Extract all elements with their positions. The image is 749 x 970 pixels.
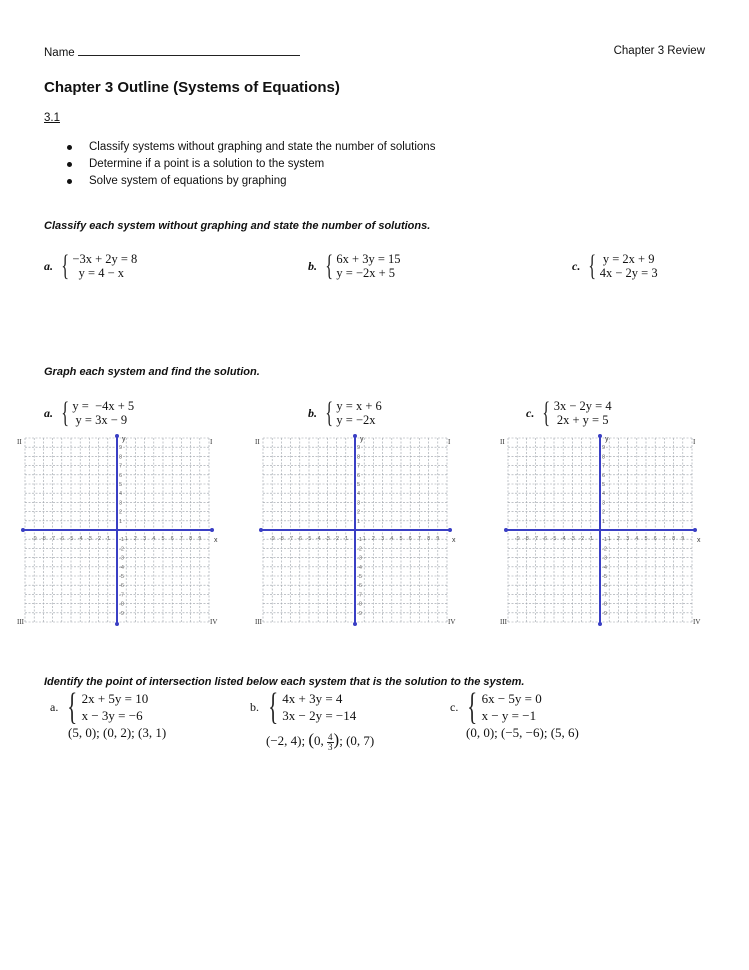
equation-2: y = 4 − x <box>72 266 125 280</box>
graph-instruction: Graph each system and find the solution. <box>44 366 260 378</box>
svg-text:x: x <box>697 537 701 544</box>
objective-item: Solve system of equations by graphing <box>44 173 435 190</box>
brace-icon: { <box>325 396 334 429</box>
section-number: 3.1 <box>44 112 60 124</box>
svg-text:I: I <box>210 438 213 446</box>
svg-text:-8: -8 <box>523 536 529 542</box>
svg-text:-7: -7 <box>602 592 607 599</box>
svg-text:-2: -2 <box>579 536 585 542</box>
svg-text:-5: -5 <box>602 574 607 580</box>
objective-item: Classify systems without graphing and state the number of solutions <box>44 139 435 156</box>
chapter-review-label: Chapter 3 Review <box>613 45 705 57</box>
svg-text:II: II <box>17 438 22 446</box>
svg-text:4: 4 <box>635 536 639 542</box>
problem-label: b. <box>308 258 317 273</box>
svg-text:8: 8 <box>119 454 123 461</box>
classify-problem-c <box>572 251 658 281</box>
bullet-icon <box>67 162 72 167</box>
answer-choices: (0, 0); (−5, −6); (5, 6) <box>466 725 579 740</box>
svg-text:6: 6 <box>170 536 174 542</box>
svg-text:9: 9 <box>357 445 361 452</box>
svg-text:y: y <box>605 436 609 443</box>
equation-1: 4x + 3y = 4 <box>282 691 343 706</box>
svg-text:2: 2 <box>371 536 375 542</box>
intersection-instruction: Identify the point of intersection listed below each system that is the solution to the system. <box>44 676 525 688</box>
svg-text:-1: -1 <box>588 536 594 542</box>
objectives-list <box>44 139 435 190</box>
svg-text:9: 9 <box>681 536 685 542</box>
equation-1: 3x − 2y = 4 <box>553 399 612 413</box>
svg-text:x: x <box>214 537 218 544</box>
svg-text:2: 2 <box>602 509 606 516</box>
svg-text:I: I <box>448 438 451 446</box>
problem-label: b. <box>308 405 317 420</box>
svg-text:5: 5 <box>602 482 606 488</box>
brace-icon: { <box>467 686 478 728</box>
equation-2: x − 3y = −6 <box>81 708 143 723</box>
problem-label: c. <box>572 258 581 273</box>
svg-text:-7: -7 <box>288 536 294 542</box>
svg-text:-3: -3 <box>357 555 362 562</box>
svg-text:7: 7 <box>357 463 361 470</box>
equation-2: x − y = −1 <box>481 708 537 723</box>
brace-icon: { <box>67 686 78 728</box>
svg-text:-2: -2 <box>119 546 124 553</box>
svg-text:-5: -5 <box>119 574 124 580</box>
svg-text:-2: -2 <box>357 546 362 553</box>
svg-text:4: 4 <box>119 491 123 498</box>
svg-text:5: 5 <box>357 482 361 488</box>
svg-text:-1: -1 <box>357 537 362 544</box>
name-blank-line[interactable] <box>78 45 300 56</box>
problem-label: a. <box>50 699 59 714</box>
svg-text:-3: -3 <box>569 536 575 542</box>
svg-text:-1: -1 <box>343 536 349 542</box>
equation-1: y = 2x + 9 <box>599 252 655 266</box>
svg-text:4: 4 <box>357 491 361 498</box>
svg-text:8: 8 <box>357 454 361 461</box>
svg-text:-1: -1 <box>105 536 111 542</box>
svg-text:6: 6 <box>119 472 123 479</box>
fraction: $\frac{4}{3}$ <box>328 731 333 752</box>
svg-text:-4: -4 <box>77 536 83 542</box>
svg-text:-8: -8 <box>357 601 362 608</box>
name-label: Name <box>44 47 75 59</box>
svg-text:1: 1 <box>362 536 366 542</box>
svg-text:6: 6 <box>408 536 412 542</box>
svg-text:-6: -6 <box>357 583 362 590</box>
equation-1: −3x + 2y = 8 <box>72 252 138 266</box>
name-field[interactable] <box>44 45 300 59</box>
svg-text:-4: -4 <box>560 536 566 542</box>
svg-text:-7: -7 <box>50 536 56 542</box>
coordinate-grid-c[interactable] <box>498 432 708 628</box>
svg-text:-8: -8 <box>278 536 284 542</box>
equation-1: y = x + 6 <box>336 399 382 413</box>
svg-text:8: 8 <box>189 536 193 542</box>
classify-instruction: Classify each system without graphing and state the number of solutions. <box>44 220 431 232</box>
svg-text:-2: -2 <box>96 536 102 542</box>
intersection-problem-a <box>50 686 167 741</box>
svg-text:-3: -3 <box>602 555 607 562</box>
svg-text:7: 7 <box>417 536 421 542</box>
classify-problem-b <box>308 251 401 281</box>
brace-icon: { <box>61 396 70 429</box>
svg-text:-8: -8 <box>119 601 124 608</box>
equation-1: 6x − 5y = 0 <box>481 691 542 706</box>
svg-text:III: III <box>255 618 262 626</box>
svg-text:2: 2 <box>133 536 137 542</box>
svg-text:y: y <box>360 436 364 443</box>
bullet-icon <box>67 145 72 150</box>
svg-text:-9: -9 <box>602 610 607 617</box>
svg-text:-1: -1 <box>602 537 607 544</box>
page-title: Chapter 3 Outline (Systems of Equations) <box>44 79 340 96</box>
svg-text:-5: -5 <box>68 536 74 542</box>
svg-text:-2: -2 <box>602 546 607 553</box>
svg-text:8: 8 <box>672 536 676 542</box>
svg-text:1: 1 <box>357 518 361 525</box>
svg-text:-7: -7 <box>533 536 539 542</box>
svg-text:-1: -1 <box>119 537 124 544</box>
svg-text:6: 6 <box>602 472 606 479</box>
svg-text:3: 3 <box>143 536 147 542</box>
svg-text:3: 3 <box>381 536 385 542</box>
svg-text:2: 2 <box>616 536 620 542</box>
svg-text:-9: -9 <box>357 610 362 617</box>
svg-text:7: 7 <box>119 463 123 470</box>
svg-text:5: 5 <box>161 536 165 542</box>
svg-text:-4: -4 <box>315 536 321 542</box>
answer-choices: (5, 0); (0, 2); (3, 1) <box>68 725 167 740</box>
svg-text:8: 8 <box>427 536 431 542</box>
svg-text:III: III <box>500 618 507 626</box>
svg-text:II: II <box>255 438 260 446</box>
graph-problem-c <box>526 398 612 428</box>
objective-item: Determine if a point is a solution to the system <box>44 156 435 173</box>
svg-text:7: 7 <box>602 463 606 470</box>
equation-1: 6x + 3y = 15 <box>336 252 401 266</box>
svg-text:III: III <box>17 618 24 626</box>
graph-problem-b <box>308 398 382 428</box>
svg-text:9: 9 <box>198 536 202 542</box>
problem-label: c. <box>526 405 535 420</box>
svg-text:-3: -3 <box>324 536 330 542</box>
coordinate-grid-a[interactable] <box>15 432 225 628</box>
svg-text:y: y <box>122 436 126 443</box>
problem-label: c. <box>450 699 459 714</box>
svg-text:4: 4 <box>390 536 394 542</box>
svg-text:7: 7 <box>662 536 666 542</box>
svg-text:-4: -4 <box>357 564 362 571</box>
svg-text:-9: -9 <box>514 536 520 542</box>
problem-label: a. <box>44 405 53 420</box>
svg-text:3: 3 <box>357 500 361 507</box>
classify-problem-a <box>44 251 137 281</box>
svg-text:-5: -5 <box>306 536 312 542</box>
equation-2: 3x − 2y = −14 <box>282 708 357 723</box>
svg-text:-3: -3 <box>86 536 92 542</box>
svg-text:8: 8 <box>602 454 606 461</box>
equation-1: y = −4x + 5 <box>72 399 135 413</box>
brace-icon: { <box>268 686 279 728</box>
coordinate-grid-b[interactable] <box>253 432 463 628</box>
svg-text:-7: -7 <box>119 592 124 599</box>
svg-text:6: 6 <box>653 536 657 542</box>
svg-text:2: 2 <box>357 509 361 516</box>
svg-text:3: 3 <box>602 500 606 507</box>
svg-text:1: 1 <box>124 536 128 542</box>
svg-text:-4: -4 <box>602 564 607 571</box>
svg-text:-9: -9 <box>119 610 124 617</box>
svg-text:-8: -8 <box>602 601 607 608</box>
intersection-problem-b <box>250 686 375 752</box>
svg-text:-6: -6 <box>297 536 303 542</box>
brace-icon: { <box>542 396 551 429</box>
equation-2: 2x + y = 5 <box>553 413 609 427</box>
equation-2: 4x − 2y = 3 <box>599 266 658 280</box>
svg-text:x: x <box>452 537 456 544</box>
problem-label: a. <box>44 258 53 273</box>
bullet-icon <box>67 179 72 184</box>
problem-label: b. <box>250 699 259 714</box>
svg-text:3: 3 <box>119 500 123 507</box>
svg-text:5: 5 <box>399 536 403 542</box>
svg-text:-5: -5 <box>357 574 362 580</box>
svg-text:-9: -9 <box>269 536 275 542</box>
svg-text:2: 2 <box>119 509 123 516</box>
svg-text:II: II <box>500 438 505 446</box>
brace-icon: { <box>325 249 334 282</box>
svg-text:4: 4 <box>152 536 156 542</box>
answer-choices: (−2, 4); (0, $\frac{4}{3}$ ); (0, 7) <box>266 730 375 752</box>
svg-text:9: 9 <box>602 445 606 452</box>
svg-text:-6: -6 <box>59 536 65 542</box>
svg-text:-6: -6 <box>542 536 548 542</box>
svg-text:5: 5 <box>644 536 648 542</box>
svg-text:1: 1 <box>602 518 606 525</box>
equation-2: y = 3x − 9 <box>72 413 128 427</box>
equation-1: 2x + 5y = 10 <box>81 691 149 706</box>
svg-text:-4: -4 <box>119 564 124 571</box>
svg-text:I: I <box>693 438 696 446</box>
svg-text:3: 3 <box>626 536 630 542</box>
svg-text:-7: -7 <box>357 592 362 599</box>
svg-text:1: 1 <box>607 536 611 542</box>
svg-text:9: 9 <box>436 536 440 542</box>
intersection-problem-c <box>450 686 579 741</box>
brace-icon: { <box>61 249 70 282</box>
svg-text:-3: -3 <box>119 555 124 562</box>
svg-text:-6: -6 <box>602 583 607 590</box>
equation-2: y = −2x + 5 <box>336 266 396 280</box>
svg-text:IV: IV <box>448 618 456 626</box>
equation-2: y = −2x <box>336 413 376 427</box>
brace-icon: { <box>588 249 597 282</box>
svg-text:5: 5 <box>119 482 123 488</box>
svg-text:7: 7 <box>179 536 183 542</box>
svg-text:6: 6 <box>357 472 361 479</box>
svg-text:-2: -2 <box>334 536 340 542</box>
svg-text:-5: -5 <box>551 536 557 542</box>
svg-text:9: 9 <box>119 445 123 452</box>
svg-text:-8: -8 <box>40 536 46 542</box>
svg-text:-9: -9 <box>31 536 37 542</box>
svg-text:IV: IV <box>210 618 218 626</box>
svg-text:-6: -6 <box>119 583 124 590</box>
svg-text:IV: IV <box>693 618 701 626</box>
svg-text:4: 4 <box>602 491 606 498</box>
graph-problem-a <box>44 398 134 428</box>
svg-text:1: 1 <box>119 518 123 525</box>
